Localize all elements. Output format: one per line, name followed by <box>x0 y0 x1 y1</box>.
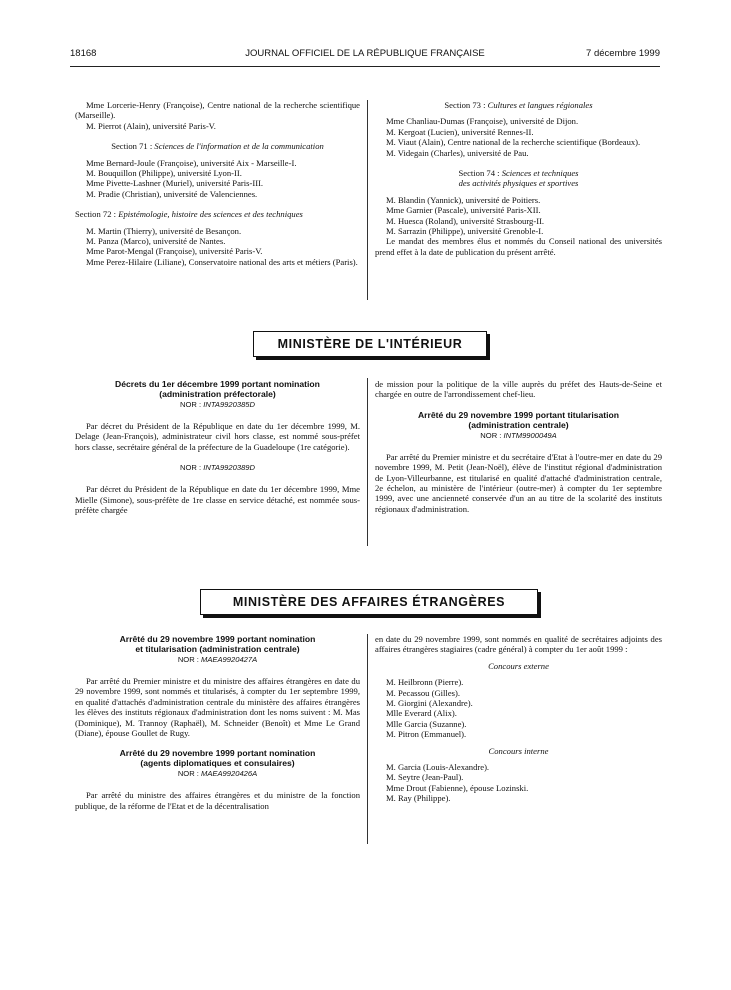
name-list-item: M. Pecassou (Gilles). <box>386 687 460 698</box>
nor-reference: NOR : INTA9920385D <box>180 400 255 409</box>
ministry-interior-banner: MINISTÈRE DE L'INTÉRIEUR <box>253 331 487 357</box>
order-subtitle: et titularisation (administration centrale) <box>135 644 300 654</box>
section-74-member: M. Sarrazin (Philippe), université Grenoble-I. <box>386 226 544 237</box>
page-number: 18168 <box>70 48 97 59</box>
top-right-column <box>375 100 662 257</box>
page-header <box>70 48 660 64</box>
issue-date: 7 décembre 1999 <box>586 48 660 59</box>
decree-paragraph: Par décret du Président de la République en date du 1er décembre 1999, M. Delage (Jean-François), administrateur civil hors classe, est nommé sous-préfet hors classe, secrétaire général de la préfecture de la Guadeloupe (1re catégorie). <box>75 421 360 452</box>
name-list-item: M. Ray (Philippe). <box>386 793 451 804</box>
name-list-item: Mlle Everard (Alix). <box>386 708 457 719</box>
name-list-item: M. Seytre (Jean-Paul). <box>386 772 464 783</box>
interior-right-column <box>375 379 662 514</box>
order-title: Arrêté du 29 novembre 1999 portant titularisation <box>417 409 620 420</box>
section-74-heading: Section 74 : Sciences et techniques <box>458 168 579 179</box>
section-72-member: M. Martin (Thierry), université de Besançon. <box>86 225 242 236</box>
nor-reference: NOR : INTA9920389D <box>180 463 255 473</box>
section-74-member: M. Blandin (Yannick), université de Poitiers. <box>386 194 541 205</box>
section-71-member: Mme Pivette-Lashner (Muriel), université Paris-III. <box>86 178 264 189</box>
section-72-member: Mme Perez-Hilaire (Liliane), Conservatoire national des arts et métiers (Paris). <box>86 256 358 267</box>
section-74-heading-line2: des activités physiques et sportives <box>458 178 579 189</box>
name-list-item: Mme Drout (Fabienne), épouse Lozinski. <box>386 782 529 793</box>
section-71-member: M. Pradie (Christian), université de Valenciennes. <box>86 188 258 199</box>
section-72-member: Mme Parot-Mengal (Françoise), université Paris-V. <box>86 246 263 257</box>
order-subtitle: (agents diplomatiques et consulaires) <box>140 758 295 769</box>
section-74-member: Mme Garnier (Pascale), université Paris-XII. <box>386 205 541 216</box>
top-left-column <box>75 100 360 267</box>
section-71-member: Mme Bernard-Joule (Françoise), université Aix - Marseille-I. <box>86 157 297 168</box>
section-72-heading: Section 72 : Epistémologie, histoire des sciences et des techniques <box>75 209 303 220</box>
name-list-item: Mlle Garcia (Suzanne). <box>386 718 467 729</box>
ministry-foreign-banner: MINISTÈRE DES AFFAIRES ÉTRANGÈRES <box>200 589 538 615</box>
decree-subtitle: (administration préfectorale) <box>159 389 276 399</box>
section-73-heading: Section 73 : Cultures et langues régionales <box>444 100 593 110</box>
continuation-paragraph: de mission pour la politique de la ville auprès du préfet des Hauts-de-Seine et chargée en outre de l'arrondissement chef-lieu. <box>375 379 662 400</box>
header-rule <box>70 66 660 67</box>
column-divider-interior <box>367 378 368 546</box>
decree-paragraph: Par décret du Président de la République en date du 1er décembre 1999, Mme Mielle (Simone), sous-préfète de 1re classe en service détaché, est nommée sous-préfète chargée <box>75 484 360 516</box>
journal-title: JOURNAL OFFICIEL DE LA RÉPUBLIQUE FRANÇAISE <box>245 48 485 59</box>
section-73-member: M. Kergoat (Lucien), université Rennes-II. <box>386 126 534 137</box>
foreign-right-column <box>375 634 662 804</box>
column-divider-top <box>367 100 368 300</box>
order-title: Arrêté du 29 novembre 1999 portant nomination <box>119 748 316 759</box>
order-paragraph: Par arrêté du Premier ministre et du ministre des affaires étrangères en date du 29 novembre 1999, sont nommés et titularisés, à compter du 1er septembre 1999, en qualité d'attachés d'administration centrale du ministère des affaires étrangères les élèves des instituts régionaux d'administration dont les noms suivent : M. Mas (Dominique), M. Trannoy (Raphaël), M. Schneider (Benoît) et Mme Le Grand (Diane), épouse Goullet de Rugy. <box>75 676 360 739</box>
order-paragraph: Par arrêté du Premier ministre et du secrétaire d'Etat à l'outre-mer en date du 29 novembre 1999, M. Petit (Jean-Noël), élève de l'institut régional d'administration de Lyon-Villeurbanne, est titularisé en qualité d'attaché d'administration centrale, 2e échelon, au ministère de l'intérieur (outre-mer) à compter du 1er septembre 1999, avec une ancienneté conservée d'un an au titre de la scolarité des instituts régionaux d'administration. <box>375 451 662 514</box>
section-73-member: M. Videgain (Charles), université de Pau. <box>386 147 529 158</box>
nor-reference: NOR : MAEA9920427A <box>177 655 258 664</box>
order-title: Arrêté du 29 novembre 1999 portant nomination <box>119 634 316 644</box>
section-71-member: M. Bouquillon (Philippe), université Lyon-II. <box>86 168 242 179</box>
intro-line: M. Pierrot (Alain), université Paris-V. <box>86 120 216 131</box>
section-71-heading: Section 71 : Sciences de l'information et de la communication <box>111 141 324 152</box>
order-subtitle: (administration centrale) <box>468 419 569 430</box>
nor-reference: NOR : MAEA9920426A <box>177 769 258 779</box>
section-73-member: M. Viaut (Alain), Centre national de la recherche scientifique (Bordeaux). <box>386 137 641 148</box>
closing-paragraph: Le mandat des membres élus et nommés du Conseil national des universités prend effet à la date de publication du présent arrêté. <box>375 236 662 257</box>
nor-reference: NOR : INTM9900049A <box>480 430 557 440</box>
section-72-member: M. Panza (Marco), université de Nantes. <box>86 236 226 247</box>
section-74-member: M. Huesca (Roland), université Strasbourg-II. <box>386 215 545 226</box>
name-list-item: M. Garcia (Louis-Alexandre). <box>386 762 490 773</box>
foreign-left-column <box>75 634 360 811</box>
interior-left-column <box>75 379 360 515</box>
name-list-item: M. Pitron (Emmanuel). <box>386 729 467 740</box>
decree-title: Décrets du 1er décembre 1999 portant nomination <box>115 379 320 389</box>
column-divider-foreign <box>367 634 368 844</box>
external-competition-heading: Concours externe <box>488 660 549 671</box>
name-list-item: M. Heilbronn (Pierre). <box>386 677 464 688</box>
continuation-paragraph: en date du 29 novembre 1999, sont nommés en qualité de secrétaires adjoints des affaires étrangères stagiaires (cadre général) à compter du 1er août 1999 : <box>375 634 662 655</box>
intro-line: Mme Lorcerie-Henry (Françoise), Centre national de la recherche scientifique (Marseille). <box>75 100 360 121</box>
section-73-member: Mme Chanliau-Dumas (Françoise), université de Dijon. <box>386 116 579 127</box>
name-list-item: M. Giorgini (Alexandre). <box>386 698 473 709</box>
internal-competition-heading: Concours interne <box>488 745 549 756</box>
order-paragraph: Par arrêté du ministre des affaires étrangères et du ministre de la fonction publique, de la réforme de l'Etat et de la décentralisation <box>75 790 360 811</box>
